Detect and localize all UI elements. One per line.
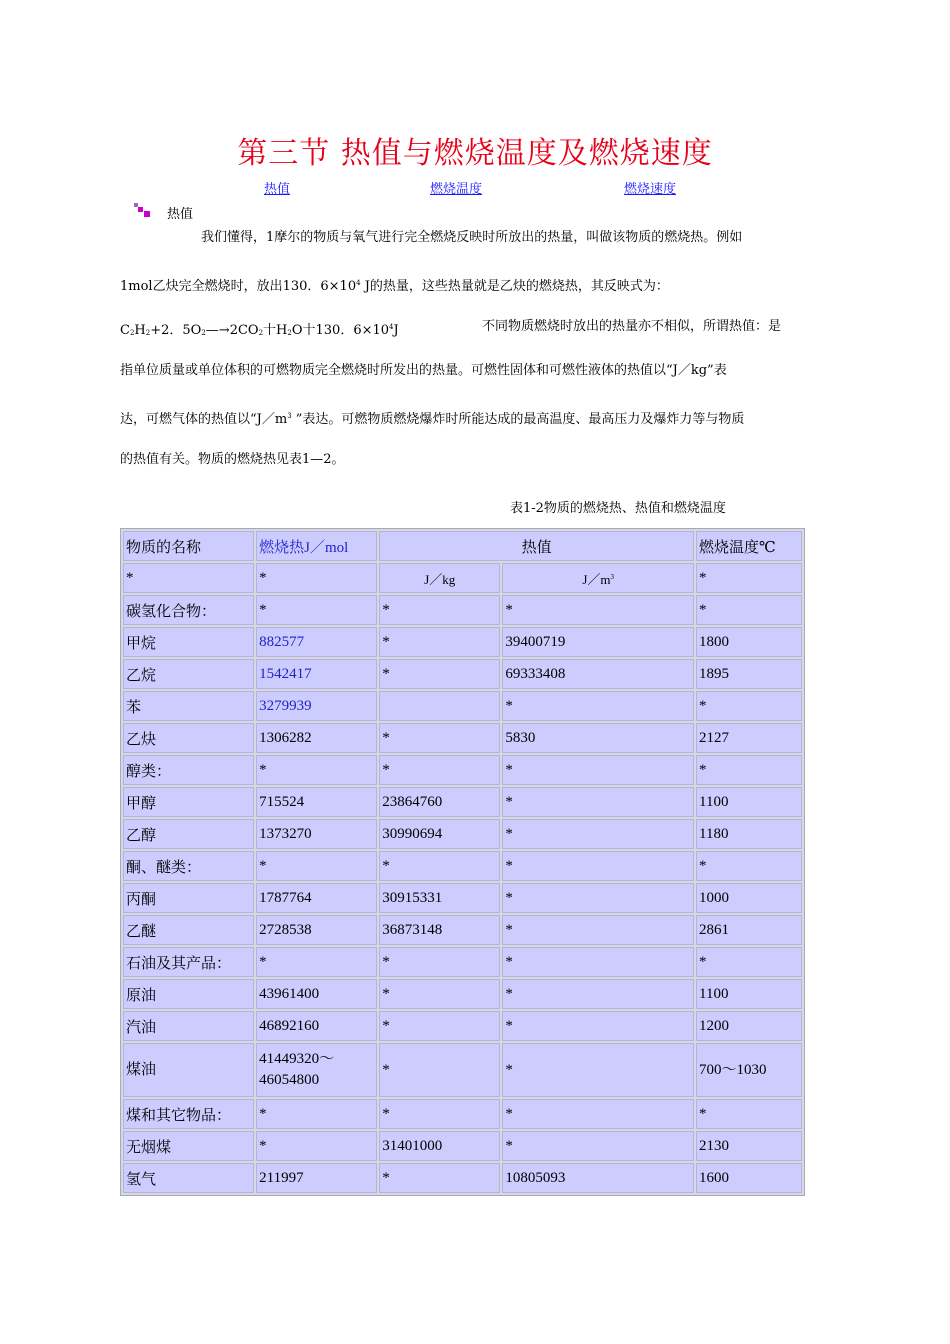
cell-heat-of-combustion: * xyxy=(256,947,377,977)
cell-heat-value-jkg: * xyxy=(379,723,500,753)
cell-heat-value-jm3: * xyxy=(502,851,694,881)
cell-heat-value-jm3: * xyxy=(502,883,694,913)
cell-heat-value-jkg: * xyxy=(379,947,500,977)
cell-temperature: * xyxy=(696,851,802,881)
cell-heat-value-jkg: 31401000 xyxy=(379,1131,500,1161)
table-row xyxy=(123,755,802,785)
cell-temperature: 1800 xyxy=(696,627,802,657)
section-heading: 热值 xyxy=(167,207,194,222)
cell-name: 苯 xyxy=(123,691,254,721)
paragraph-line: 我们懂得，1摩尔的物质与氧气进行完全燃烧反映时所放出的热量，叫做该物质的燃烧热。例如 xyxy=(201,230,743,245)
cell-heat-value-jkg: * xyxy=(379,1099,500,1129)
cell-heat-value-jkg: * xyxy=(379,659,500,689)
cell-heat-of-combustion: 1787764 xyxy=(256,883,377,913)
paragraph-line: 不同物质燃烧时放出的热量亦不相似，所谓热值：是 xyxy=(482,319,782,334)
cell-heat-value-jm3: * xyxy=(502,787,694,817)
table-row xyxy=(123,595,802,625)
cell-temperature: * xyxy=(696,595,802,625)
cell-temperature: 1200 xyxy=(696,1011,802,1041)
cell-temperature: * xyxy=(696,947,802,977)
table-row xyxy=(123,1043,802,1097)
cell-heat-value-jm3: * xyxy=(502,691,694,721)
cell-heat-of-combustion: 1542417 xyxy=(256,659,377,689)
cell-temperature: 1600 xyxy=(696,1163,802,1193)
cell-name: 酮、醚类： xyxy=(123,851,254,881)
table-row xyxy=(123,1099,802,1129)
cell-heat-value-jkg: * xyxy=(379,627,500,657)
cell-name: 石油及其产品： xyxy=(123,947,254,977)
cell-heat-of-combustion: 2728538 xyxy=(256,915,377,945)
cell-heat-value-jkg: * xyxy=(379,1043,500,1097)
table-caption: 表1-2物质的燃烧热、热值和燃烧温度 xyxy=(510,501,726,516)
cell-name: 丙酮 xyxy=(123,883,254,913)
cell-heat-of-combustion: 1306282 xyxy=(256,723,377,753)
table-row xyxy=(123,851,802,881)
cell-heat-of-combustion: 46892160 xyxy=(256,1011,377,1041)
unit-jm3: $J/m^3$ xyxy=(502,563,694,593)
header-heat-value: 热值 xyxy=(379,531,694,561)
cell-heat-of-combustion: * xyxy=(256,755,377,785)
header-name: 物质的名称 xyxy=(123,531,254,561)
cell-name: 煤和其它物品： xyxy=(123,1099,254,1129)
cell-temperature: * xyxy=(696,755,802,785)
cell-heat-value-jm3: * xyxy=(502,979,694,1009)
cell-heat-value-jm3: * xyxy=(502,1099,694,1129)
unit-cell: * xyxy=(696,563,802,593)
table-row xyxy=(123,1011,802,1041)
table-row xyxy=(123,787,802,817)
cell-heat-value-jm3: 39400719 xyxy=(502,627,694,657)
table-header-row xyxy=(123,531,802,561)
cell-heat-of-combustion: * xyxy=(256,595,377,625)
nav-link-heat-value[interactable]: 热值 xyxy=(264,182,291,197)
paragraph-line: 的热值有关。物质的燃烧热见表1—2。 xyxy=(120,452,345,467)
cell-temperature: 1100 xyxy=(696,787,802,817)
cell-heat-of-combustion: 41449320～ 46054800 xyxy=(256,1043,377,1097)
bullet-icon xyxy=(134,203,154,217)
cell-temperature: 2861 xyxy=(696,915,802,945)
table-row xyxy=(123,691,802,721)
cell-heat-value-jkg: 23864760 xyxy=(379,787,500,817)
cell-heat-value-jm3: * xyxy=(502,595,694,625)
cell-name: 甲醇 xyxy=(123,787,254,817)
unit-cell: * xyxy=(256,563,377,593)
cell-name: 醇类： xyxy=(123,755,254,785)
cell-temperature: 700～1030 xyxy=(696,1043,802,1097)
table-row xyxy=(123,883,802,913)
cell-heat-of-combustion: * xyxy=(256,1131,377,1161)
table-unit-row xyxy=(123,563,802,593)
header-temperature: 燃烧温度℃ xyxy=(696,531,802,561)
cell-name: 乙醚 xyxy=(123,915,254,945)
cell-heat-value-jm3: 10805093 xyxy=(502,1163,694,1193)
cell-heat-of-combustion: 1373270 xyxy=(256,819,377,849)
cell-heat-value-jm3: 5830 xyxy=(502,723,694,753)
cell-heat-value-jm3: 69333408 xyxy=(502,659,694,689)
nav-link-combustion-temperature[interactable]: 燃烧温度 xyxy=(430,182,483,197)
cell-heat-of-combustion: 882577 xyxy=(256,627,377,657)
cell-temperature: 1100 xyxy=(696,979,802,1009)
cell-name: 氢气 xyxy=(123,1163,254,1193)
page-title: 第三节 热值与燃烧温度及燃烧速度 xyxy=(237,136,713,171)
nav-link-combustion-speed[interactable]: 燃烧速度 xyxy=(624,182,677,197)
cell-name: 原油 xyxy=(123,979,254,1009)
cell-heat-value-jkg: * xyxy=(379,1011,500,1041)
cell-heat-value-jkg: * xyxy=(379,595,500,625)
cell-heat-value-jkg: 30915331 xyxy=(379,883,500,913)
cell-temperature: 2127 xyxy=(696,723,802,753)
table-row xyxy=(123,979,802,1009)
combustion-data-table xyxy=(120,528,805,1196)
cell-name: 乙烷 xyxy=(123,659,254,689)
cell-name: 乙炔 xyxy=(123,723,254,753)
cell-heat-value-jkg: 36873148 xyxy=(379,915,500,945)
cell-heat-of-combustion: 211997 xyxy=(256,1163,377,1193)
header-heat-of-combustion: 燃烧热J／mol xyxy=(256,531,377,561)
cell-temperature: 2130 xyxy=(696,1131,802,1161)
cell-heat-value-jm3: * xyxy=(502,819,694,849)
table-row xyxy=(123,947,802,977)
cell-heat-of-combustion: 715524 xyxy=(256,787,377,817)
cell-temperature: 1895 xyxy=(696,659,802,689)
cell-heat-value-jm3: * xyxy=(502,755,694,785)
cell-name: 无烟煤 xyxy=(123,1131,254,1161)
cell-temperature: * xyxy=(696,691,802,721)
unit-jkg: J／kg xyxy=(379,563,500,593)
unit-cell: * xyxy=(123,563,254,593)
cell-heat-value-jkg: * xyxy=(379,851,500,881)
table-row xyxy=(123,723,802,753)
cell-temperature: 1180 xyxy=(696,819,802,849)
table-row xyxy=(123,1163,802,1193)
table-row xyxy=(123,659,802,689)
cell-heat-of-combustion: 3279939 xyxy=(256,691,377,721)
cell-heat-of-combustion: * xyxy=(256,851,377,881)
reaction-equation: $C_2H_2+2$．$5O_2—\to 2CO_2$十$H_2O$十130．$6\times 10^4J$ xyxy=(120,323,399,338)
cell-heat-value-jkg: 30990694 xyxy=(379,819,500,849)
paragraph-line: 达，可燃气体的热值以“$J/m^3$ ”表达。可燃物质燃烧爆炸时所能达成的最高温度、最高压力及爆炸力等与物质 xyxy=(120,412,745,427)
cell-heat-value-jkg: * xyxy=(379,755,500,785)
paragraph-line: 1mol乙炔完全燃烧时，放出130．$6\times 10^4$ J的热量，这些热量就是乙炔的燃烧热，其反映式为： xyxy=(120,279,669,294)
table-row xyxy=(123,915,802,945)
paragraph-line: 指单位质量或单位体积的可燃物质完全燃烧时所发出的热量。可燃性固体和可燃性液体的热值以“J／kg”表 xyxy=(120,363,727,378)
cell-heat-value-jm3: * xyxy=(502,1131,694,1161)
cell-name: 乙醇 xyxy=(123,819,254,849)
cell-heat-value-jm3: * xyxy=(502,1011,694,1041)
table-row xyxy=(123,819,802,849)
cell-heat-value-jm3: * xyxy=(502,915,694,945)
table-row xyxy=(123,1131,802,1161)
table-row xyxy=(123,627,802,657)
cell-heat-value-jkg xyxy=(379,691,500,721)
cell-temperature: 1000 xyxy=(696,883,802,913)
cell-heat-value-jkg: * xyxy=(379,1163,500,1193)
cell-heat-of-combustion: 43961400 xyxy=(256,979,377,1009)
cell-temperature: * xyxy=(696,1099,802,1129)
cell-heat-value-jm3: * xyxy=(502,947,694,977)
cell-name: 煤油 xyxy=(123,1043,254,1097)
cell-heat-value-jm3: * xyxy=(502,1043,694,1097)
cell-name: 碳氢化合物： xyxy=(123,595,254,625)
cell-heat-value-jkg: * xyxy=(379,979,500,1009)
cell-name: 汽油 xyxy=(123,1011,254,1041)
cell-heat-of-combustion: * xyxy=(256,1099,377,1129)
cell-name: 甲烷 xyxy=(123,627,254,657)
